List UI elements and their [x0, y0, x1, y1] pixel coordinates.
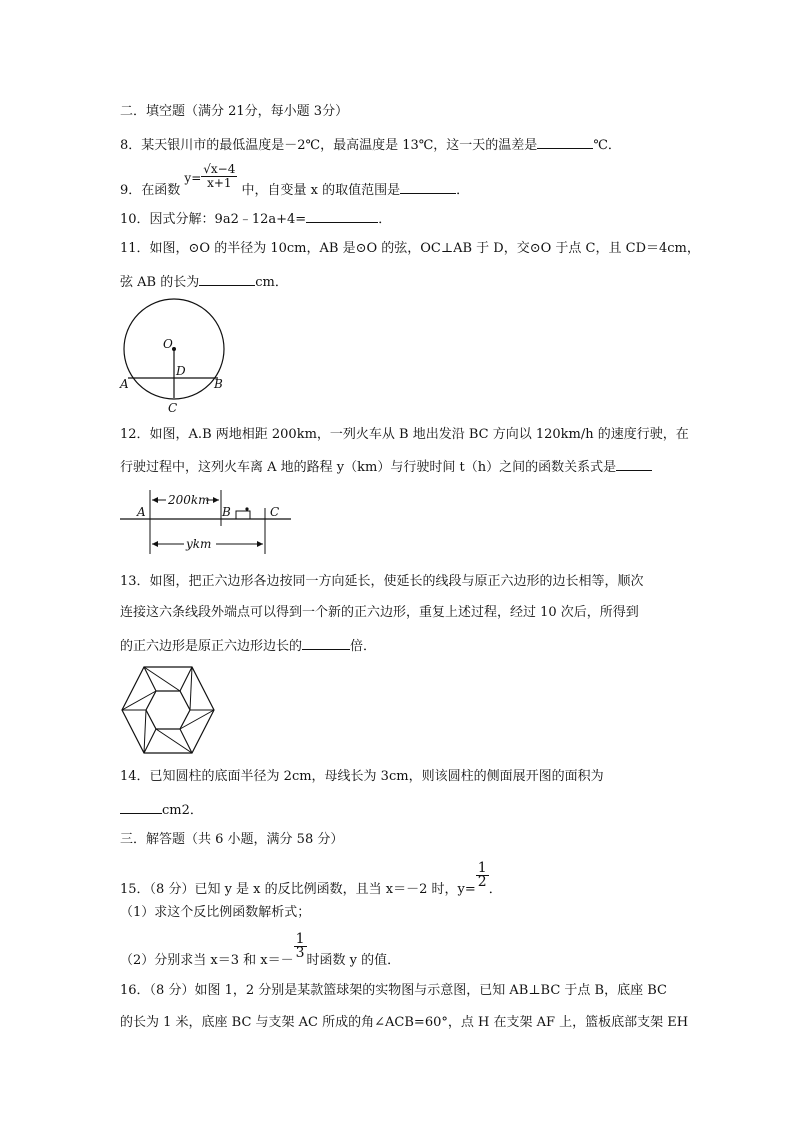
question-12-line1: 12．如图，A.B 两地相距 200km，一列火车从 B 地出发沿 BC 方向以 120km/h 的速度行驶，在 — [120, 427, 689, 442]
q8-answer-blank — [537, 136, 593, 149]
q15-part2-numerator: 1 — [295, 931, 305, 947]
q15-denominator: 2 — [477, 874, 487, 890]
q9-numerator: √x−4 — [203, 162, 236, 176]
q12-answer-blank — [616, 458, 652, 471]
q9-fraction — [201, 163, 237, 190]
question-16-line2: 的长为 1 米，底座 BC 与支架 AC 所成的角∠ACB=60°，点 H 在支架 AF 上，篮板底部支架 EH — [120, 1015, 689, 1030]
q11-unit: cm． — [255, 275, 288, 290]
q15-numerator: 1 — [477, 860, 487, 876]
pinwheel-2 — [190, 667, 192, 710]
train-icon — [236, 511, 250, 519]
label-200km: 200km — [168, 493, 210, 507]
question-9 — [120, 162, 470, 198]
question-12-line2 — [120, 458, 652, 476]
q12-text: 行驶过程中，这列火车离 A 地的路程 y（km）与行驶时间 t（h）之间的函数关系式是 — [120, 460, 617, 475]
arrowhead-ykm-left — [152, 541, 158, 547]
inner-hexagon — [146, 691, 190, 729]
label-c: C — [168, 401, 178, 415]
label-o: O — [163, 337, 173, 351]
q15-fraction — [476, 862, 489, 889]
q10-answer-blank — [306, 210, 378, 223]
q13-answer-blank — [302, 637, 350, 650]
q11-answer-blank — [199, 273, 255, 286]
q9-y: y= — [184, 171, 202, 185]
circle-figure — [118, 298, 230, 416]
hexagon-figure — [120, 664, 216, 756]
q9-prefix: 9．在函数 — [120, 183, 181, 198]
q15-text: 15．（8 分）已知 y 是 x 的反比例函数，且当 x＝－2 时，y= — [120, 882, 476, 897]
q13-prefix: 的正六边形是原正六边形边长的 — [120, 639, 303, 654]
label-a: A — [120, 377, 129, 391]
question-13-line1: 13．如图，把正六边形各边按同一方向延长，使延长的线段与原正六边形的边长相等，顺次 — [120, 574, 644, 589]
question-13-line2: 连接这六条线段外端点可以得到一个新的正六边形，重复上述过程，经过 10 次后，所得到 — [120, 605, 639, 620]
question-16-line1: 16．（8 分）如图 1，2 分别是某款篮球架的实物图与示意图，已知 AB⊥BC 于点 B，底座 BC — [120, 983, 667, 998]
arrowhead-200km-left — [152, 497, 158, 503]
q15-part2-denominator: 3 — [295, 945, 305, 961]
label-ykm: ykm — [186, 537, 212, 551]
question-11-line1: 11．如图，⊙O 的半径为 10cm，AB 是⊙O 的弦，OC⊥AB 于 D，交⊙O 于点 C，且 CD＝4cm， — [120, 241, 700, 256]
pinwheel-5 — [144, 710, 146, 753]
arrowhead-ykm-right — [257, 541, 263, 547]
train-figure — [118, 486, 293, 558]
label-b: B — [214, 377, 223, 391]
q9-end: ． — [456, 183, 470, 198]
extension-2 — [180, 667, 192, 691]
question-14-line1: 14．已知圆柱的底面半径为 2cm，母线长为 3cm，则该圆柱的侧面展开图的面积为 — [120, 769, 604, 784]
section-title-solutions: 三．解答题（共 6 小题，满分 58 分） — [120, 832, 344, 847]
q8-text: 8．某天银川市的最低温度是－2℃，最高温度是 13℃，这一天的温差是 — [120, 138, 538, 153]
extension-5 — [144, 729, 156, 753]
section-title-fill-in: 二．填空题（满分 21分，每小题 3分） — [120, 104, 349, 119]
question-15-part2 — [120, 931, 401, 968]
question-11-line2 — [120, 273, 288, 291]
q8-unit: ℃． — [593, 138, 621, 153]
label-a: A — [137, 505, 146, 519]
q9-denominator: x+1 — [207, 176, 232, 190]
q10-end: ． — [378, 212, 392, 227]
q10-text: 10．因式分解：9a2﹣12a+4= — [120, 212, 307, 227]
q15-part2-fraction — [294, 933, 307, 960]
label-d: D — [176, 364, 186, 378]
arrowhead-200km-right — [213, 497, 219, 503]
q9-suffix: 中，自变量 x 的取值范围是 — [241, 183, 401, 198]
question-14-line2 — [120, 801, 203, 819]
question-15-part1: （1）求这个反比例函数解析式； — [120, 905, 311, 920]
q11-prefix: 弦 AB 的长为 — [120, 275, 200, 290]
q13-suffix: 倍． — [350, 639, 377, 654]
q14-answer-blank — [120, 801, 162, 814]
train-dot — [245, 507, 248, 510]
label-c: C — [270, 505, 280, 519]
question-13-line3 — [120, 637, 376, 655]
q15-end: ． — [488, 882, 502, 897]
question-8 — [120, 136, 621, 154]
q15-part2-end: 时函数 y 的值． — [306, 953, 401, 968]
question-15-line1 — [120, 860, 502, 897]
question-10 — [120, 210, 391, 228]
q14-unit: cm2． — [162, 803, 203, 818]
label-b: B — [222, 505, 231, 519]
q15-part2-text: （2）分别求当 x＝3 和 x＝－ — [120, 953, 294, 968]
q9-answer-blank — [400, 181, 456, 194]
